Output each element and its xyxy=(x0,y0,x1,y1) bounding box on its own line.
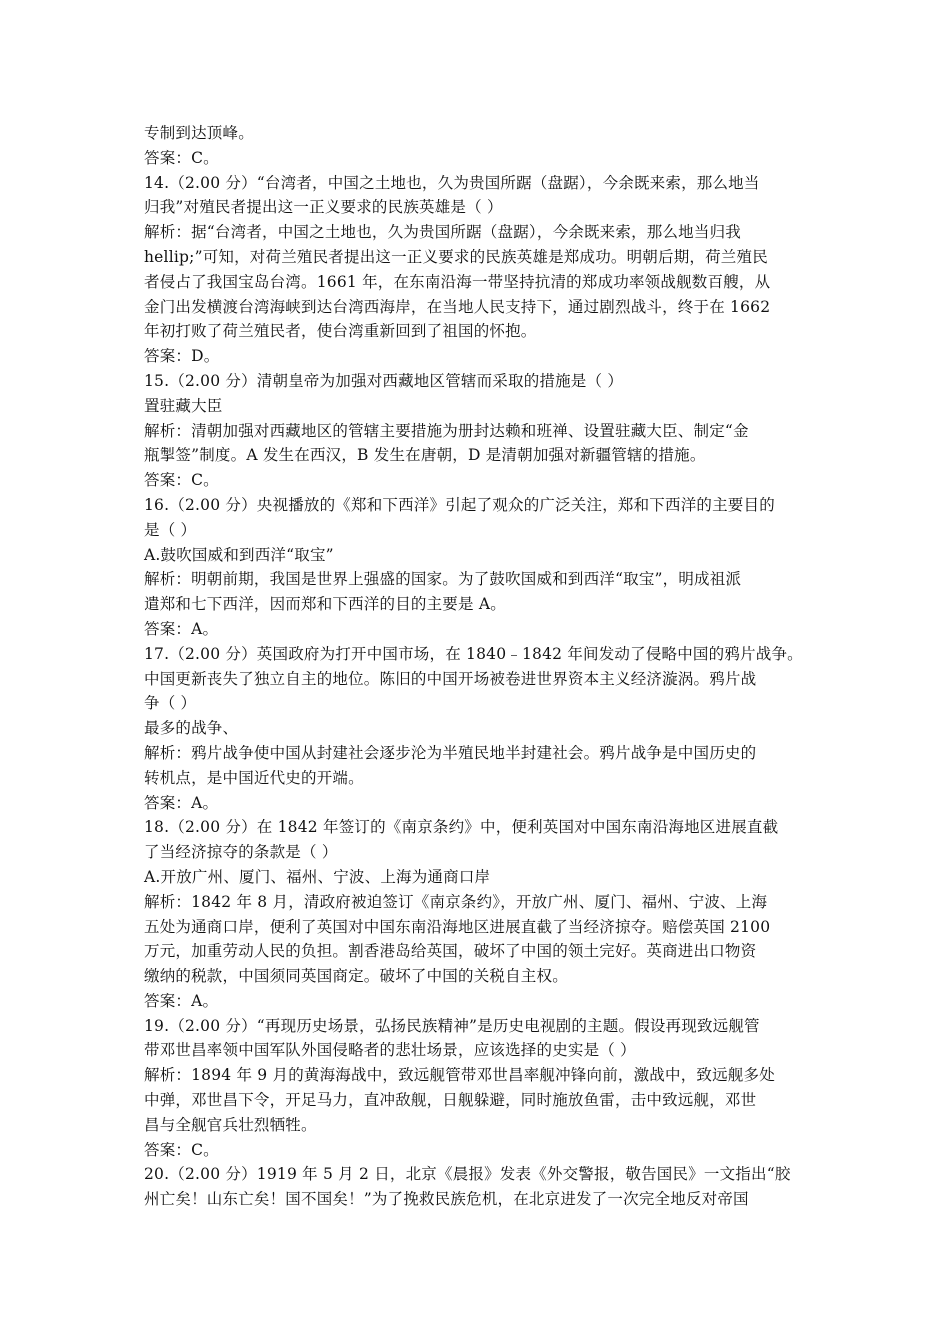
answer-line: 答案：A。 xyxy=(144,619,219,638)
text-line: 年初打败了荷兰殖民者，使台湾重新回到了祖国的怀抱。 xyxy=(144,322,537,341)
text-line: 缴纳的税款，中国须同英国商定。破坏了中国的关税自主权。 xyxy=(144,967,568,986)
text-line: 是（ ） xyxy=(144,520,197,539)
text-line: 专制到达顶峰。 xyxy=(144,124,254,142)
text-line: 昌与全舰官兵壮烈牺牲。 xyxy=(144,1115,317,1134)
text-line: 州亡矣！山东亡矣！国不国矣！”为了挽救民族危机，在北京进发了一次完全地反对帝国 xyxy=(144,1190,749,1209)
question-20: 20.（2.00 分）1919 年 5 月 2 日，北京《晨报》发表《外交警报，敬告国民》一文指出“胶 xyxy=(144,1165,791,1184)
question-17: 17.（2.00 分）英国政府为打开中国市场，在 1840﹣1842 年间发动了侵略中国的鸦片战争。 xyxy=(144,644,803,663)
text-line: 遣郑和七下西洋，因而郑和下西洋的目的主要是 A。 xyxy=(144,595,506,614)
answer-line: 答案：C。 xyxy=(144,471,219,490)
analysis-line: 解析：1842 年 8 月，清政府被迫签订《南京条约》，开放广州、厦门、福州、宁波、上海 xyxy=(144,892,768,911)
answer-line: 答案：A。 xyxy=(144,793,219,812)
question-15: 15.（2.00 分）清朝皇帝为加强对西藏地区管辖而采取的措施是（ ） xyxy=(144,371,624,390)
text-line: 归我”对殖民者提出这一正义要求的民族英雄是（ ） xyxy=(144,198,503,217)
answer-line: 答案：C。 xyxy=(144,1140,219,1159)
analysis-line: 解析：清朝加强对西藏地区的管辖主要措施为册封达赖和班禅、设置驻藏大臣、制定“金 xyxy=(144,421,749,440)
analysis-line: 解析：1894 年 9 月的黄海海战中，致远舰管带邓世昌率舰冲锋向前，激战中，致远舰多处 xyxy=(144,1066,775,1085)
text-line: 万元，加重劳动人民的负担。割香港岛给英国，破坏了中国的领土完好。英商进出口物资 xyxy=(144,942,757,961)
option-line: A.鼓吹国威和到西洋“取宝” xyxy=(144,545,334,564)
analysis-line: 解析：明朝前期，我国是世界上强盛的国家。为了鼓吹国威和到西洋“取宝”，明成祖派 xyxy=(144,570,742,589)
text-line: 者侵占了我国宝岛台湾。1661 年，在东南沿海一带坚持抗清的郑成功率领战舰数百艘，从 xyxy=(144,272,771,291)
answer-line: 答案：D。 xyxy=(144,347,220,366)
option-line: A.开放广州、厦门、福州、宁波、上海为通商口岸 xyxy=(144,867,491,886)
option-line: 最多的战争、 xyxy=(144,719,239,738)
question-14: 14.（2.00 分）“台湾者，中国之土地也，久为贵国所踞（盘踞），今余既来索，那么地当 xyxy=(144,173,760,192)
question-19: 19.（2.00 分）“再现历史场景，弘扬民族精神”是历史电视剧的主题。假设再现致远舰管 xyxy=(144,1016,760,1035)
text-line: 争（ ） xyxy=(144,694,197,713)
analysis-line: 解析：据“台湾者，中国之土地也，久为贵国所踞（盘踞），今余既来索，那么地当归我 xyxy=(144,223,741,242)
text-line: 瓶掣签”制度。A 发生在西汉，B 发生在唐朝，D 是清朝加强对新疆管辖的措施。 xyxy=(144,446,706,465)
text-line: 中国更新丧失了独立自主的地位。陈旧的中国开场被卷进世界资本主义经济漩涡。鸦片战 xyxy=(144,669,757,688)
text-line: 了当经济掠夺的条款是（ ） xyxy=(144,843,338,862)
question-16: 16.（2.00 分）央视播放的《郑和下西洋》引起了观众的广泛关注，郑和下西洋的主要目的 xyxy=(144,495,775,514)
text-line: 金门出发横渡台湾海峡到达台湾西海岸，在当地人民支持下，通过剧烈战斗，终于在 1662 xyxy=(144,297,771,316)
answer-line: 答案：A。 xyxy=(144,991,219,1010)
text-line: 带邓世昌率领中国军队外国侵略者的悲壮场景，应该选择的史实是（ ） xyxy=(144,1041,636,1060)
text-line: hellip;”可知，对荷兰殖民者提出这一正义要求的民族英雄是郑成功。明朝后期，荷兰殖民 xyxy=(144,247,768,266)
answer-line: 答案：C。 xyxy=(144,148,219,167)
text-line: 中弹，邓世昌下令，开足马力，直冲敌舰，日舰躲避，同时施放鱼雷，击中致远舰，邓世 xyxy=(144,1091,757,1110)
text-line: 转机点，是中国近代史的开端。 xyxy=(144,768,364,787)
analysis-line: 解析：鸦片战争使中国从封建社会逐步沦为半殖民地半封建社会。鸦片战争是中国历史的 xyxy=(144,743,757,762)
option-line: 置驻藏大臣 xyxy=(144,396,223,415)
question-18: 18.（2.00 分）在 1842 年签订的《南京条约》中，便利英国对中国东南沿海地区进展直截 xyxy=(144,818,779,837)
text-line: 五处为通商口岸，便利了英国对中国东南沿海地区进展直截了当经济掠夺。赔偿英国 2100 xyxy=(144,917,771,936)
document-body xyxy=(144,121,824,1212)
